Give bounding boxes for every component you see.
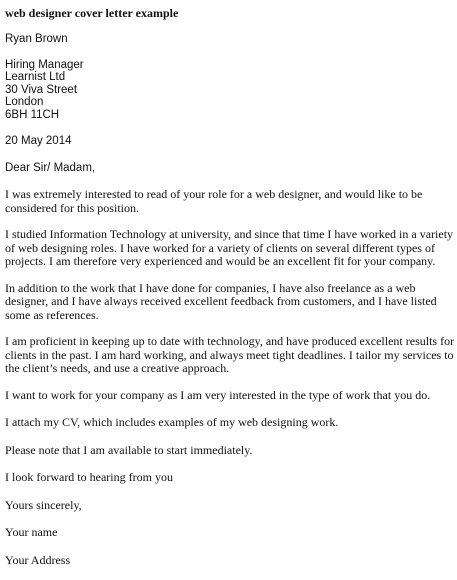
body-line: I attach my CV, which includes examples of my web designing work. <box>5 415 339 429</box>
recipient-company: Learnist Ltd <box>5 71 66 83</box>
body-paragraph <box>5 228 453 269</box>
signature-name-text: Your name <box>5 525 58 539</box>
salutation: Dear Sir/ Madam, <box>5 161 96 174</box>
body-paragraph <box>5 471 453 485</box>
closing-text: Yours sincerely, <box>5 497 82 512</box>
body-line: Please note that I am available to start immediately. <box>5 442 253 457</box>
body-line: clients in the past. I am hard working, and always meet tight deadlines. I tailor my services to <box>5 347 454 362</box>
body-paragraph <box>5 188 453 215</box>
letter-date: 20 May 2014 <box>5 135 72 147</box>
body-line: I look forward to hearing from you <box>5 470 173 484</box>
body-line: I was extremely interested to read of your role for a web designer, and would like to be <box>5 187 423 201</box>
closing <box>5 499 453 513</box>
letter-body <box>5 188 453 567</box>
signature-name <box>5 526 453 540</box>
body-line: considered for this position. <box>5 200 139 215</box>
body-paragraph <box>5 444 453 458</box>
body-line: I want to work for your company as I am very interested in the type of work that you do. <box>5 387 431 402</box>
body-line: of web designing roles. I have worked for a variety of clients on several different types of <box>5 240 435 255</box>
cover-letter-page <box>5 6 453 580</box>
body-line: projects. I am therefore very experienced and would be an excellent fit for your company. <box>5 254 436 268</box>
sender-name: Ryan Brown <box>5 33 68 45</box>
recipient-city: London <box>5 96 44 108</box>
recipient-role: Hiring Manager <box>5 58 84 71</box>
signature-address <box>5 554 453 568</box>
recipient-address <box>5 59 453 122</box>
signature-address-text: Your Address <box>5 552 71 567</box>
recipient-street: 30 Viva Street <box>5 83 78 96</box>
body-paragraph <box>5 335 453 376</box>
body-line: I studied Information Technology at university, and since that time I have worked in a variety <box>5 227 454 241</box>
body-line: designer, and I have always received excellent feedback from customers, and I have listed <box>5 294 437 308</box>
body-line: some as references. <box>5 307 99 322</box>
page-title: web designer cover letter example <box>5 6 179 20</box>
body-paragraph <box>5 282 453 323</box>
body-paragraph <box>5 416 453 430</box>
body-line: In addition to the work that I have done for companies, I have also freelance as a web <box>5 280 416 295</box>
recipient-postcode: 6BH 11CH <box>5 108 60 121</box>
body-line: the client’s needs, and use a creative approach. <box>5 361 230 375</box>
body-paragraph <box>5 389 453 403</box>
body-line: I am proficient in keeping up to date with technology, and have produced excellent results for <box>5 334 455 348</box>
